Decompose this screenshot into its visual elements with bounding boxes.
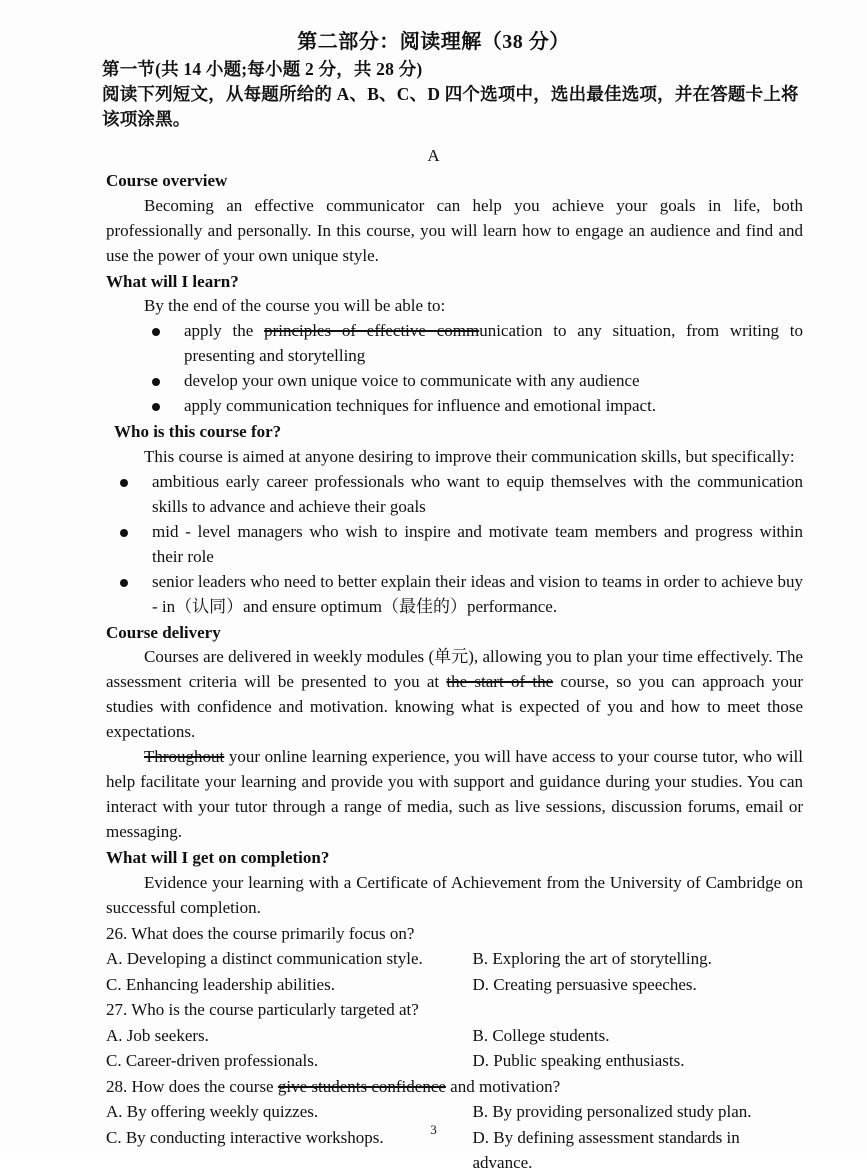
question-stem-28 — [106, 1074, 803, 1100]
heading-completion: What will I get on completion? — [106, 848, 330, 868]
question-options-28 — [106, 1099, 803, 1125]
heading-who-is-this-course-for: Who is this course for? — [114, 422, 282, 442]
passage-body — [106, 169, 803, 921]
list-item: ambitious early career professionals who want to equip themselves with the communication skills to advance and achieve their goals — [112, 470, 803, 520]
instruction-line: 阅读下列短文，从每题所给的 A、B、C、D 四个选项中，选出最佳选项，并在答题卡上将该项涂黑。 — [102, 83, 799, 129]
heading-course-overview: Course overview — [106, 170, 228, 190]
option-26-c[interactable]: C. Enhancing leadership abilities. — [106, 974, 335, 994]
question-text-28-struck: give students confidence — [277, 1076, 446, 1096]
lead-what-will-i-learn: By the end of the course you will be able to: — [144, 296, 446, 316]
option-27-c[interactable]: C. Career-driven professionals. — [106, 1051, 319, 1071]
paragraph-delivery-2 — [106, 745, 803, 845]
question-stem-27 — [106, 997, 803, 1023]
paragraph-completion: Evidence your learning with a Certificate of Achievement from the University of Cambridge on successful completion. — [106, 872, 803, 917]
part-title: 第二部分：阅读理解（38 分） — [297, 31, 570, 53]
lead-who-is-this-course-for: This course is aimed at anyone desiring to improve their communication skills, but specifically: — [144, 446, 795, 466]
paragraph-delivery-1 — [106, 645, 803, 745]
option-28-c[interactable]: C. By conducting interactive workshops. — [106, 1127, 384, 1147]
heading-what-will-i-learn: What will I learn? — [106, 271, 239, 291]
option-26-d[interactable]: D. Creating persuasive speeches. — [472, 974, 697, 994]
question-stem-26 — [106, 921, 803, 947]
option-28-b[interactable]: B. By providing personalized study plan. — [472, 1102, 752, 1122]
list-item: mid - level managers who wish to inspire and motivate team members and progress within their role — [112, 520, 803, 570]
bullet-text-before: apply the — [184, 321, 265, 341]
delivery2-text-struck: Throughout — [144, 747, 225, 767]
option-27-d[interactable]: D. Public speaking enthusiasts. — [472, 1051, 685, 1071]
delivery2-text-after: your online learning experience, you will have access to your course tutor, who will help facilitate your learning and provide you with support and guidance during your studies. You can interact with your tutor through a range of media, such as live sessions, discussion forums, email or messaging. — [106, 747, 803, 842]
passage-letter: A — [427, 145, 440, 165]
bullet-text-after: unication to any situation, from writing to presenting and storytelling — [184, 321, 803, 366]
page-number: 3 — [430, 1122, 437, 1137]
delivery-text-struck: the start of the — [446, 672, 554, 692]
list-item: senior leaders who need to better explain their ideas and vision to teams in order to achieve buy - in（认同）and ensure optimum（最佳的）performance. — [112, 570, 803, 620]
question-text-28-after: and motivation? — [445, 1076, 561, 1096]
question-options-26-row2 — [106, 972, 803, 998]
option-26-a[interactable]: A. Developing a distinct communication style. — [106, 949, 423, 969]
bullet-list-audience — [106, 470, 803, 620]
question-text-27: Who is the course particularly targeted at? — [131, 1000, 419, 1020]
question-options-27-row2 — [106, 1048, 803, 1074]
bullet-text-struck: principles of effective comm — [264, 321, 480, 341]
paragraph-course-overview: Becoming an effective communicator can help you achieve your goals in life, both professionally and personally. In this course, you will learn how to engage an audience and find and use the power of your own unique style. — [106, 195, 803, 265]
bullet-list-learn — [106, 319, 803, 419]
question-number-26: 26. — [106, 923, 128, 943]
option-27-b[interactable]: B. College students. — [472, 1025, 610, 1045]
option-27-a[interactable]: A. Job seekers. — [106, 1025, 209, 1045]
question-options-27 — [106, 1023, 803, 1049]
heading-course-delivery: Course delivery — [106, 622, 221, 642]
option-28-a[interactable]: A. By offering weekly quizzes. — [106, 1102, 319, 1122]
question-text-28-before: How does the course — [131, 1076, 278, 1096]
option-26-b[interactable]: B. Exploring the art of storytelling. — [472, 949, 712, 969]
delivery-text-after: course, so you can approach your studies with confidence and motivation. knowing what is expected of you and how to meet those expectations. — [106, 672, 803, 742]
list-item: apply communication techniques for influence and emotional impact. — [144, 394, 803, 419]
option-28-d[interactable]: D. By defining assessment standards in advance. — [472, 1127, 740, 1173]
list-item — [144, 319, 803, 369]
question-number-28: 28. — [106, 1076, 128, 1096]
question-number-27: 27. — [106, 1000, 128, 1020]
section-line: 第一节(共 14 小题;每小题 2 分，共 28 分) — [102, 59, 423, 79]
delivery-text-before: Courses are delivered in weekly modules (单元), allowing you to plan your time effectively. The assessment criteria will be presented to you at — [106, 647, 803, 692]
question-text-26: What does the course primarily focus on? — [131, 923, 415, 943]
question-options-26 — [106, 946, 803, 972]
list-item: develop your own unique voice to communicate with any audience — [144, 369, 803, 394]
